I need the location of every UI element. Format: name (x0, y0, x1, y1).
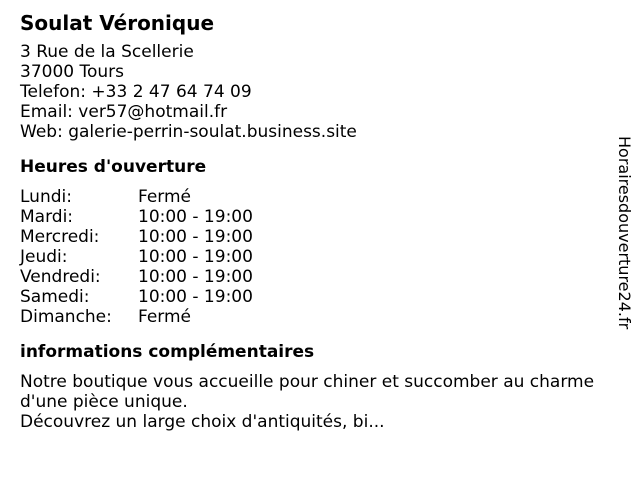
hours-row-tuesday (20, 207, 620, 227)
address-city: 37000 Tours (20, 62, 125, 82)
hours-day: Jeudi: (20, 247, 68, 267)
hours-row-saturday (20, 287, 620, 307)
address-street: 3 Rue de la Scellerie (20, 42, 194, 62)
info-text-line: Découvrez un large choix d'antiquités, bi... (20, 412, 385, 432)
business-card (20, 10, 620, 432)
hours-row-wednesday (20, 227, 620, 247)
phone-number: Telefon: +33 2 47 64 74 09 (20, 82, 252, 102)
info-description (20, 372, 622, 432)
hours-time: Fermé (138, 187, 192, 207)
hours-row-thursday (20, 247, 620, 267)
hours-time: Fermé (138, 307, 192, 327)
hours-table (20, 187, 620, 327)
hours-day: Samedi: (20, 287, 90, 307)
hours-time: 10:00 - 19:00 (138, 227, 253, 247)
hours-time: 10:00 - 19:00 (138, 287, 253, 307)
info-text-line: Notre boutique vous accueille pour chiner et succomber au charme d'une pièce unique. (20, 372, 595, 412)
hours-time: 10:00 - 19:00 (138, 267, 253, 287)
hours-day: Vendredi: (20, 267, 101, 287)
website: Web: galerie-perrin-soulat.business.site (20, 122, 357, 142)
hours-day: Dimanche: (20, 307, 112, 327)
business-name: Soulat Véronique (20, 11, 215, 35)
hours-time: 10:00 - 19:00 (138, 207, 253, 227)
hours-day: Mardi: (20, 207, 74, 227)
hours-day: Lundi: (20, 187, 72, 207)
info-heading: informations complémentaires (20, 342, 315, 362)
hours-heading: Heures d'ouverture (20, 157, 207, 177)
hours-row-friday (20, 267, 620, 287)
hours-row-sunday (20, 307, 620, 327)
email-address: Email: ver57@hotmail.fr (20, 102, 228, 122)
source-watermark: Horairesdouverture24.fr (615, 136, 634, 330)
hours-time: 10:00 - 19:00 (138, 247, 253, 267)
hours-row-monday (20, 187, 620, 207)
hours-day: Mercredi: (20, 227, 100, 247)
